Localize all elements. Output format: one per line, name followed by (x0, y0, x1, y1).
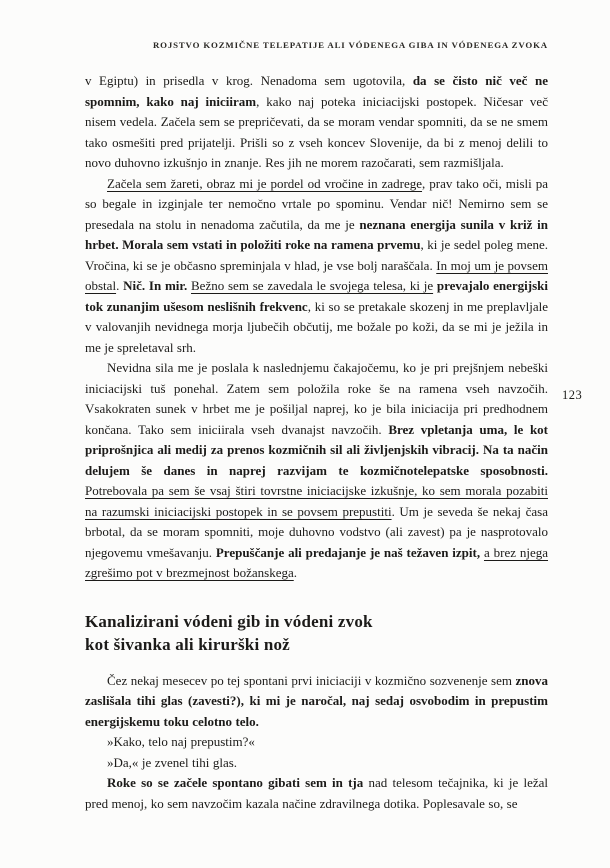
text-run-normal: . (116, 278, 124, 293)
text-run-normal: v Egiptu) in prisedla v krog. Nenadoma sem ugotovila, (85, 73, 413, 88)
text-run-bold: Nič. In mir. (123, 278, 188, 293)
text-run-bold: Prepuščanje ali predajanje je naš težaven izpit, (215, 544, 481, 560)
text-run-normal: , prav tako oči, misli pa so begale in izginjale ter nemočno vrtale po spominu. Vendar nič! Nemirno sem se presedala na stolu in nenadoma začutila, da me je (85, 175, 548, 232)
paragraph (85, 753, 548, 774)
text-run-normal: »Kako, telo naj prepustim?« (107, 734, 255, 749)
paragraph (85, 358, 548, 584)
body-text-bottom (85, 671, 548, 815)
text-run-underline: a brez njega zgrešimo pot v brezmejnost božanskega (85, 544, 549, 580)
text-run-bold: Brez vpletanja uma, le kot priprošnjica ali medij za prenos kozmičnih sil ali življenjskih vibracij. Na ta način delujem še danes in naprej razvijam te kozmičnotelepatske sposobnosti. (85, 421, 549, 478)
running-header: ROJSTVO KOZMIČNE TELEPATIJE ALI VÓDENEGA GIBA IN VÓDENEGA ZVOKA (152, 40, 548, 50)
text-run-bold: neznana energija sunila v križ in hrbet. Morala sem vstati in položiti roke na ramena prvemu (85, 216, 548, 252)
text-column (85, 71, 548, 814)
text-run-bold: da se čisto nič več ne spomnim, kako naj iniciiram (85, 73, 548, 109)
section-heading-line2: kot šivanka ali kirurški nož (85, 634, 290, 654)
paragraph (85, 174, 548, 359)
text-run-normal: , kako naj poteka iniciacijski postopek. Ničesar več nisem vedela. Začela sem se prepričevati, da se moram vendar spomniti, da se ne smem tako osmešiti pred prijatelji. Prišli so z vseh koncev Slovenije, da bi z menoj delili to novo duhovno izkušnjo in znanje. Res jih ne morem razočarati, sem razmišljala. (85, 93, 548, 170)
text-run-bold: Roke so se začele spontano gibati sem in tja (107, 775, 364, 790)
text-run-bold: znova zaslišala tihi glas (zavesti?), ki mi je naročal, naj sedaj osvobodim in prepustim energijskemu toku celotno telo. (85, 672, 548, 729)
section-heading (85, 610, 548, 656)
paragraph (85, 71, 548, 174)
section-heading-line1: Kanalizirani vódeni gib in vódeni zvok (85, 611, 373, 631)
text-run-bold: prevajalo energijski tok zunanjim ušesom neslišnih frekvenc (85, 278, 549, 314)
paragraph (85, 732, 548, 753)
text-run-normal: Nevidna sila me je poslala k naslednjemu čakajočemu, ko je pri prejšnjem nebeški iniciacijski tuš ponehal. Zatem sem položila roke še na ramena vseh navzočih. Vsakokraten sunek v hrbet me je pošiljal naprej, ko je bila iniciacija pri predhodnem končana. Tako sem iniciirala vseh dvanajst navzočih. (85, 360, 548, 437)
text-run-normal: . (293, 565, 297, 580)
text-run-normal: . Um je seveda še nekaj časa brbotal, da se moram spomniti, moje duhovno vodstvo (ali zavest) pa je nasprotovalo njegovemu vmešavanju. (85, 503, 548, 560)
text-run-normal: , ki je sedel poleg mene. Vročina, ki se je občasno spreminjala v hlad, je vse bolj naraščala. (85, 237, 548, 273)
text-run-normal: , ki so se pretakale skozenj in me preplavljale v valovanjih nevidnega morja ljubečih občutij, me božale po koži, da se mi je ježila in me je spreletaval srh. (85, 298, 549, 355)
text-run-normal: Čez nekaj mesecev po tej spontani prvi iniciaciji v kozmično sozvenenje sem (107, 672, 516, 688)
text-run-normal: nad telesom tečajnika, ki je ležal pred menoj, ko sem navzočim kazala načine zdravilnega dotika. Poplesavale so, se (85, 775, 548, 811)
paragraph (85, 773, 548, 814)
text-run-underline: Bežno sem se zavedala le svojega telesa, ki je (191, 278, 434, 293)
text-run-normal: »Da,« je zvenel tihi glas. (107, 754, 238, 770)
text-run-underline: Potrebovala pa sem še vsaj štiri tovrstne iniciacijske izkušnje, ko sem morala pozabiti na razumski iniciacijski postopek in se povsem prepustiti (85, 483, 548, 519)
body-text-top (85, 71, 548, 584)
text-run-underline: Začela sem žareti, obraz mi je pordel od vročine in zadrege (107, 175, 423, 191)
text-run-underline: In moj um je povsem obstal (85, 257, 548, 293)
paragraph (85, 671, 548, 733)
page-number: 123 (562, 388, 583, 402)
